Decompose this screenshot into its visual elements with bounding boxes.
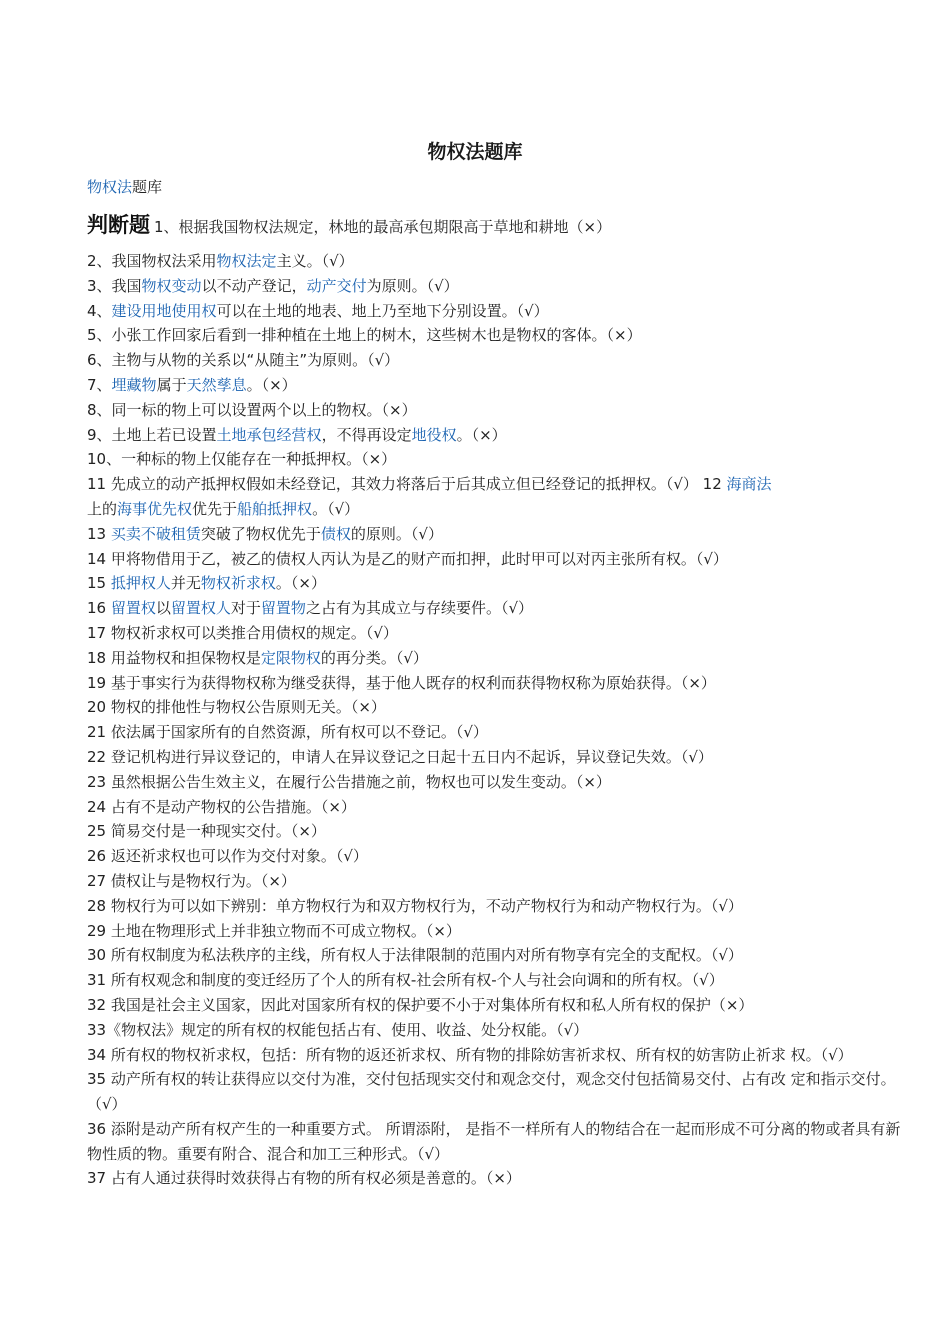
term-link[interactable]: 天然孳息 — [186, 375, 247, 394]
question-text: 19 基于事实行为获得物权称为继受获得，基于他人既存的权利而获得物权称为原始获得。（×） — [87, 673, 716, 692]
question-text: 3、我国 — [87, 276, 142, 295]
question-text: 32 我国是社会主义国家，因此对国家所有权的保护要不小于对集体所有权和私人所有权的保护（×） — [87, 995, 754, 1014]
question-item — [87, 646, 909, 671]
term-link[interactable]: 留置权 — [110, 599, 156, 618]
question-item — [87, 497, 909, 522]
question-text: 7、 — [87, 375, 112, 394]
question-text: 并无 — [170, 574, 201, 593]
question-item — [87, 547, 909, 572]
question-text: 29 土地在物理形式上并非独立物而不可成立物权。（×） — [87, 921, 461, 940]
question-text: 27 债权让与是物权行为。（×） — [87, 871, 296, 890]
question-text: 18 用益物权和担保物权是 — [87, 648, 261, 667]
question-text: 17 物权祈求权可以类推合用债权的规定。（√） — [87, 623, 398, 642]
question-text: 13 — [87, 524, 111, 543]
question-text: 16 — [87, 599, 111, 618]
question-text: 23 虽然根据公告生效主义，在履行公告措施之前，物权也可以发生变动。（×） — [87, 772, 611, 791]
question-text: 的原则。（√） — [350, 524, 443, 543]
question-item — [87, 423, 909, 448]
question-item — [87, 819, 909, 844]
question-text: 33《物权法》规定的所有权的权能包括占有、使用、收益、处分权能。（√） — [87, 1020, 589, 1039]
question-item — [87, 373, 909, 398]
question-text: 25 简易交付是一种现实交付。（×） — [87, 822, 326, 841]
question-text: 35 动产所有权的转让获得应以交付为准，交付包括现实交付和观念交付，观念交付包括简易交付、占有改 定和指示交付。（√） — [87, 1070, 896, 1114]
question-text: 10、一种标的物上仅能存在一种抵押权。（×） — [87, 450, 397, 469]
question-text: 可以在土地的地表、地上乃至地下分别设置。（√） — [216, 301, 549, 320]
term-link[interactable]: 动产交付 — [306, 276, 367, 295]
term-link[interactable]: 海商法 — [726, 475, 772, 494]
question-text: 5、小张工作回家后看到一排种植在土地上的树木，这些树木也是物权的客体。（×） — [87, 326, 642, 345]
question-item — [87, 323, 909, 348]
question-text: 1、根据我国物权法规定，林地的最高承包期限高于草地和耕地（×） — [154, 218, 612, 236]
term-link[interactable]: 买卖不破租赁 — [110, 524, 201, 543]
question-text: 4、 — [87, 301, 112, 320]
question-text: 20 物权的排他性与物权公告原则无关。（×） — [87, 698, 386, 717]
term-link[interactable]: 土地承包经营权 — [216, 425, 322, 444]
question-text: 36 添附是动产所有权产生的一种重要方式。 所谓添附， 是指不一样所有人的物结合在一起而形成不可分离的物或者具有新物性质的物。重要有附合、混合和加工三种形式。（√） — [87, 1119, 901, 1163]
subtitle — [87, 177, 162, 197]
question-item — [87, 671, 909, 696]
question-text: 9、土地上若已设置 — [87, 425, 217, 444]
question-item — [87, 919, 909, 944]
question-item — [87, 447, 909, 472]
question-text: 上的 — [87, 499, 118, 518]
term-link[interactable]: 建设用地使用权 — [111, 301, 217, 320]
page-title: 物权法题库 — [427, 141, 523, 163]
question-text: 属于 — [156, 375, 187, 394]
question-item — [87, 695, 909, 720]
question-item — [87, 274, 909, 299]
subtitle-text: 题库 — [132, 178, 163, 196]
question-text: 为原则。（√） — [366, 276, 459, 295]
question-item — [87, 522, 909, 547]
question-item — [87, 348, 909, 373]
question-text: 以 — [155, 599, 171, 618]
question-text: 28 物权行为可以如下辨别：单方物权行为和双方物权行为，不动产物权行为和动产物权行为。（√） — [87, 896, 743, 915]
question-item — [87, 1067, 909, 1117]
question-text: 22 登记机构进行异议登记的，申请人在异议登记之日起十五日内不起诉，异议登记失效。（√） — [87, 747, 713, 766]
question-text: 。（×） — [246, 375, 297, 394]
term-link[interactable]: 留置物 — [260, 599, 306, 618]
question-item — [87, 299, 909, 324]
term-link[interactable]: 债权 — [320, 524, 351, 543]
question-item — [87, 844, 909, 869]
question-item — [87, 398, 909, 423]
question-text: 8、同一标的物上可以设置两个以上的物权。（×） — [87, 400, 417, 419]
question-item — [87, 770, 909, 795]
question-text: 。（×） — [275, 574, 326, 593]
term-link[interactable]: 定限物权 — [260, 648, 321, 667]
question-item — [87, 596, 909, 621]
question-item — [87, 249, 909, 274]
question-text: 34 所有权的物权祈求权，包括：所有物的返还祈求权、所有物的排除妨害祈求权、所有权的妨害防止祈求 权。（√） — [87, 1045, 853, 1064]
question-text: 11 先成立的动产抵押权假如未经登记，其效力将落后于后其成立但已经登记的抵押权。（√） 12 — [87, 475, 727, 494]
section-heading: 判断题 — [87, 213, 150, 237]
question-item — [87, 993, 909, 1018]
question-text: 24 占有不是动产物权的公告措施。（×） — [87, 797, 356, 816]
term-link[interactable]: 海事优先权 — [117, 499, 193, 518]
question-text: 突破了物权优先于 — [200, 524, 321, 543]
question-text: 的再分类。（√） — [320, 648, 428, 667]
term-link[interactable]: 留置权人 — [170, 599, 231, 618]
question-text: 26 返还祈求权也可以作为交付对象。（√） — [87, 847, 368, 866]
question-text: 主义。（√） — [276, 252, 354, 270]
question-text: 21 依法属于国家所有的自然资源，所有权可以不登记。（√） — [87, 723, 488, 742]
term-link[interactable]: 抵押权人 — [110, 574, 171, 593]
question-text: 14 甲将物借用于乙，被乙的债权人丙认为是乙的财产而扣押，此时甲可以对丙主张所有权。（√） — [87, 549, 728, 568]
question-item — [87, 720, 909, 745]
question-item — [87, 1018, 909, 1043]
question-item — [87, 795, 909, 820]
question-item — [87, 1043, 909, 1068]
question-text: 31 所有权观念和制度的变迁经历了个人的所有权-社会所有权-个人与社会向调和的所有权。（√） — [87, 971, 724, 990]
subtitle-link[interactable]: 物权法 — [87, 178, 133, 196]
question-text: 以不动产登记， — [201, 276, 307, 295]
question-text: 2、我国物权法采用 — [87, 252, 217, 270]
question-item — [87, 1166, 909, 1191]
question-text: ，不得再设定 — [321, 425, 412, 444]
question-item — [87, 943, 909, 968]
question-item — [87, 571, 909, 596]
question-text: 37 占有人通过获得时效获得占有物的所有权必须是善意的。（×） — [87, 1169, 521, 1188]
question-text: 30 所有权制度为私法秩序的主线，所有权人于法律限制的范围内对所有物享有完全的支配权。（√） — [87, 946, 743, 965]
term-link[interactable]: 船舶抵押权 — [237, 499, 313, 518]
term-link[interactable]: 地役权 — [411, 425, 457, 444]
question-list — [87, 249, 909, 1191]
question-item — [87, 621, 909, 646]
question-text: 。（√） — [312, 499, 360, 518]
question-text: 之占有为其成立与存续要件。（√） — [305, 599, 533, 618]
term-link[interactable]: 埋藏物 — [111, 375, 157, 394]
question-text: 对于 — [230, 599, 261, 618]
question-text: 。（×） — [456, 425, 507, 444]
question-item — [87, 968, 909, 993]
question-text: 优先于 — [192, 499, 238, 518]
question-item — [87, 1117, 909, 1167]
first-question — [87, 211, 611, 241]
question-item — [87, 894, 909, 919]
question-item — [87, 869, 909, 894]
question-item — [87, 745, 909, 770]
question-text: 15 — [87, 574, 111, 593]
term-link[interactable]: 物权法定 — [216, 252, 277, 270]
question-item — [87, 472, 909, 497]
question-text: 6、主物与从物的关系以“从随主”为原则。（√） — [87, 351, 400, 370]
term-link[interactable]: 物权祈求权 — [200, 574, 276, 593]
term-link[interactable]: 物权变动 — [141, 276, 202, 295]
